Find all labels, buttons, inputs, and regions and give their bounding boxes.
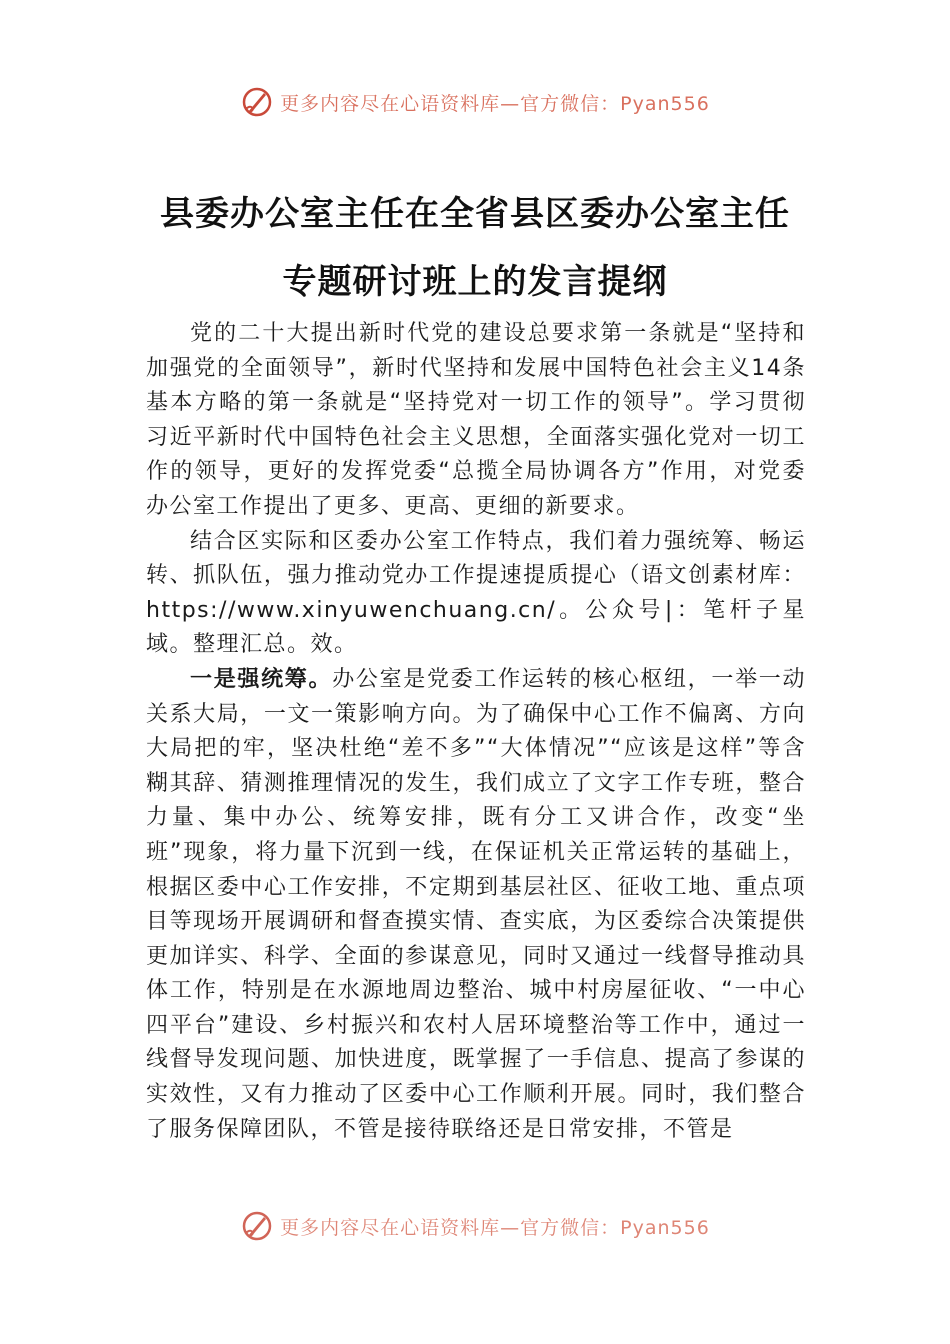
header-watermark <box>0 82 950 122</box>
paragraph-overview: 结合区实际和区委办公室工作特点，我们着力强统筹、畅运转、抓队伍，强力推动党办工作提速提质提心（语文创素材库：https://www.xinyuwenchuang.cn/。公众号|：笔杆子星域。整理汇总。效。 <box>146 528 806 658</box>
watermark-text: 更多内容尽在心语资料库—官方微信：Pyan556 <box>280 92 710 115</box>
document-title-line-1: 县委办公室主任在全省县区委办公室主任 <box>160 194 790 234</box>
paragraph-point-1 <box>146 663 806 1147</box>
feather-pen-logo-icon <box>240 1209 274 1243</box>
point-1-heading: 一是强统筹。 <box>190 666 333 692</box>
document-title-line-2: 专题研讨班上的发言提纲 <box>282 262 668 302</box>
paragraph-intro: 党的二十大提出新时代党的建设总要求第一条就是“坚持和加强党的全面领导”，新时代坚持和发展中国特色社会主义14条基本方略的第一条就是“坚持党对一切工作的领导”。学习贯彻习近平新时代中国特色社会主义思想，全面落实强化党对一切工作的领导，更好的发挥党委“总揽全局协调各方”作用，对党委办公室工作提出了更多、更高、更细的新要求。 <box>146 321 806 519</box>
watermark-text: 更多内容尽在心语资料库—官方微信：Pyan556 <box>280 1216 710 1239</box>
footer-watermark <box>0 1206 950 1246</box>
feather-pen-logo-icon <box>240 85 274 119</box>
document-body <box>146 317 806 1147</box>
point-1-body: 办公室是党委工作运转的核心枢纽，一举一动关系大局，一文一策影响方向。为了确保中心工作不偏离、方向大局把的牢，坚决杜绝“差不多”“大体情况”“应该是这样”等含糊其辞、猜测推理情况的发生，我们成立了文字工作专班，整合力量、集中办公、统筹安排，既有分工又讲合作，改变“坐班”现象，将力量下沉到一线，在保证机关正常运转的基础上，根据区委中心工作安排，不定期到基层社区、征收工地、重点项目等现场开展调研和督查摸实情、查实底，为区委综合决策提供更加详实、科学、全面的参谋意见，同时又通过一线督导推动具体工作，特别是在水源地周边整治、城中村房屋征收、“一中心四平台”建设、乡村振兴和农村人居环境整治等工作中，通过一线督导发现问题、加快进度，既掌握了一手信息、提高了参谋的实效性，又有力推动了区委中心工作顺利开展。同时，我们整合了服务保障团队，不管是接待联络还是日常安排，不管是 <box>146 666 806 1142</box>
